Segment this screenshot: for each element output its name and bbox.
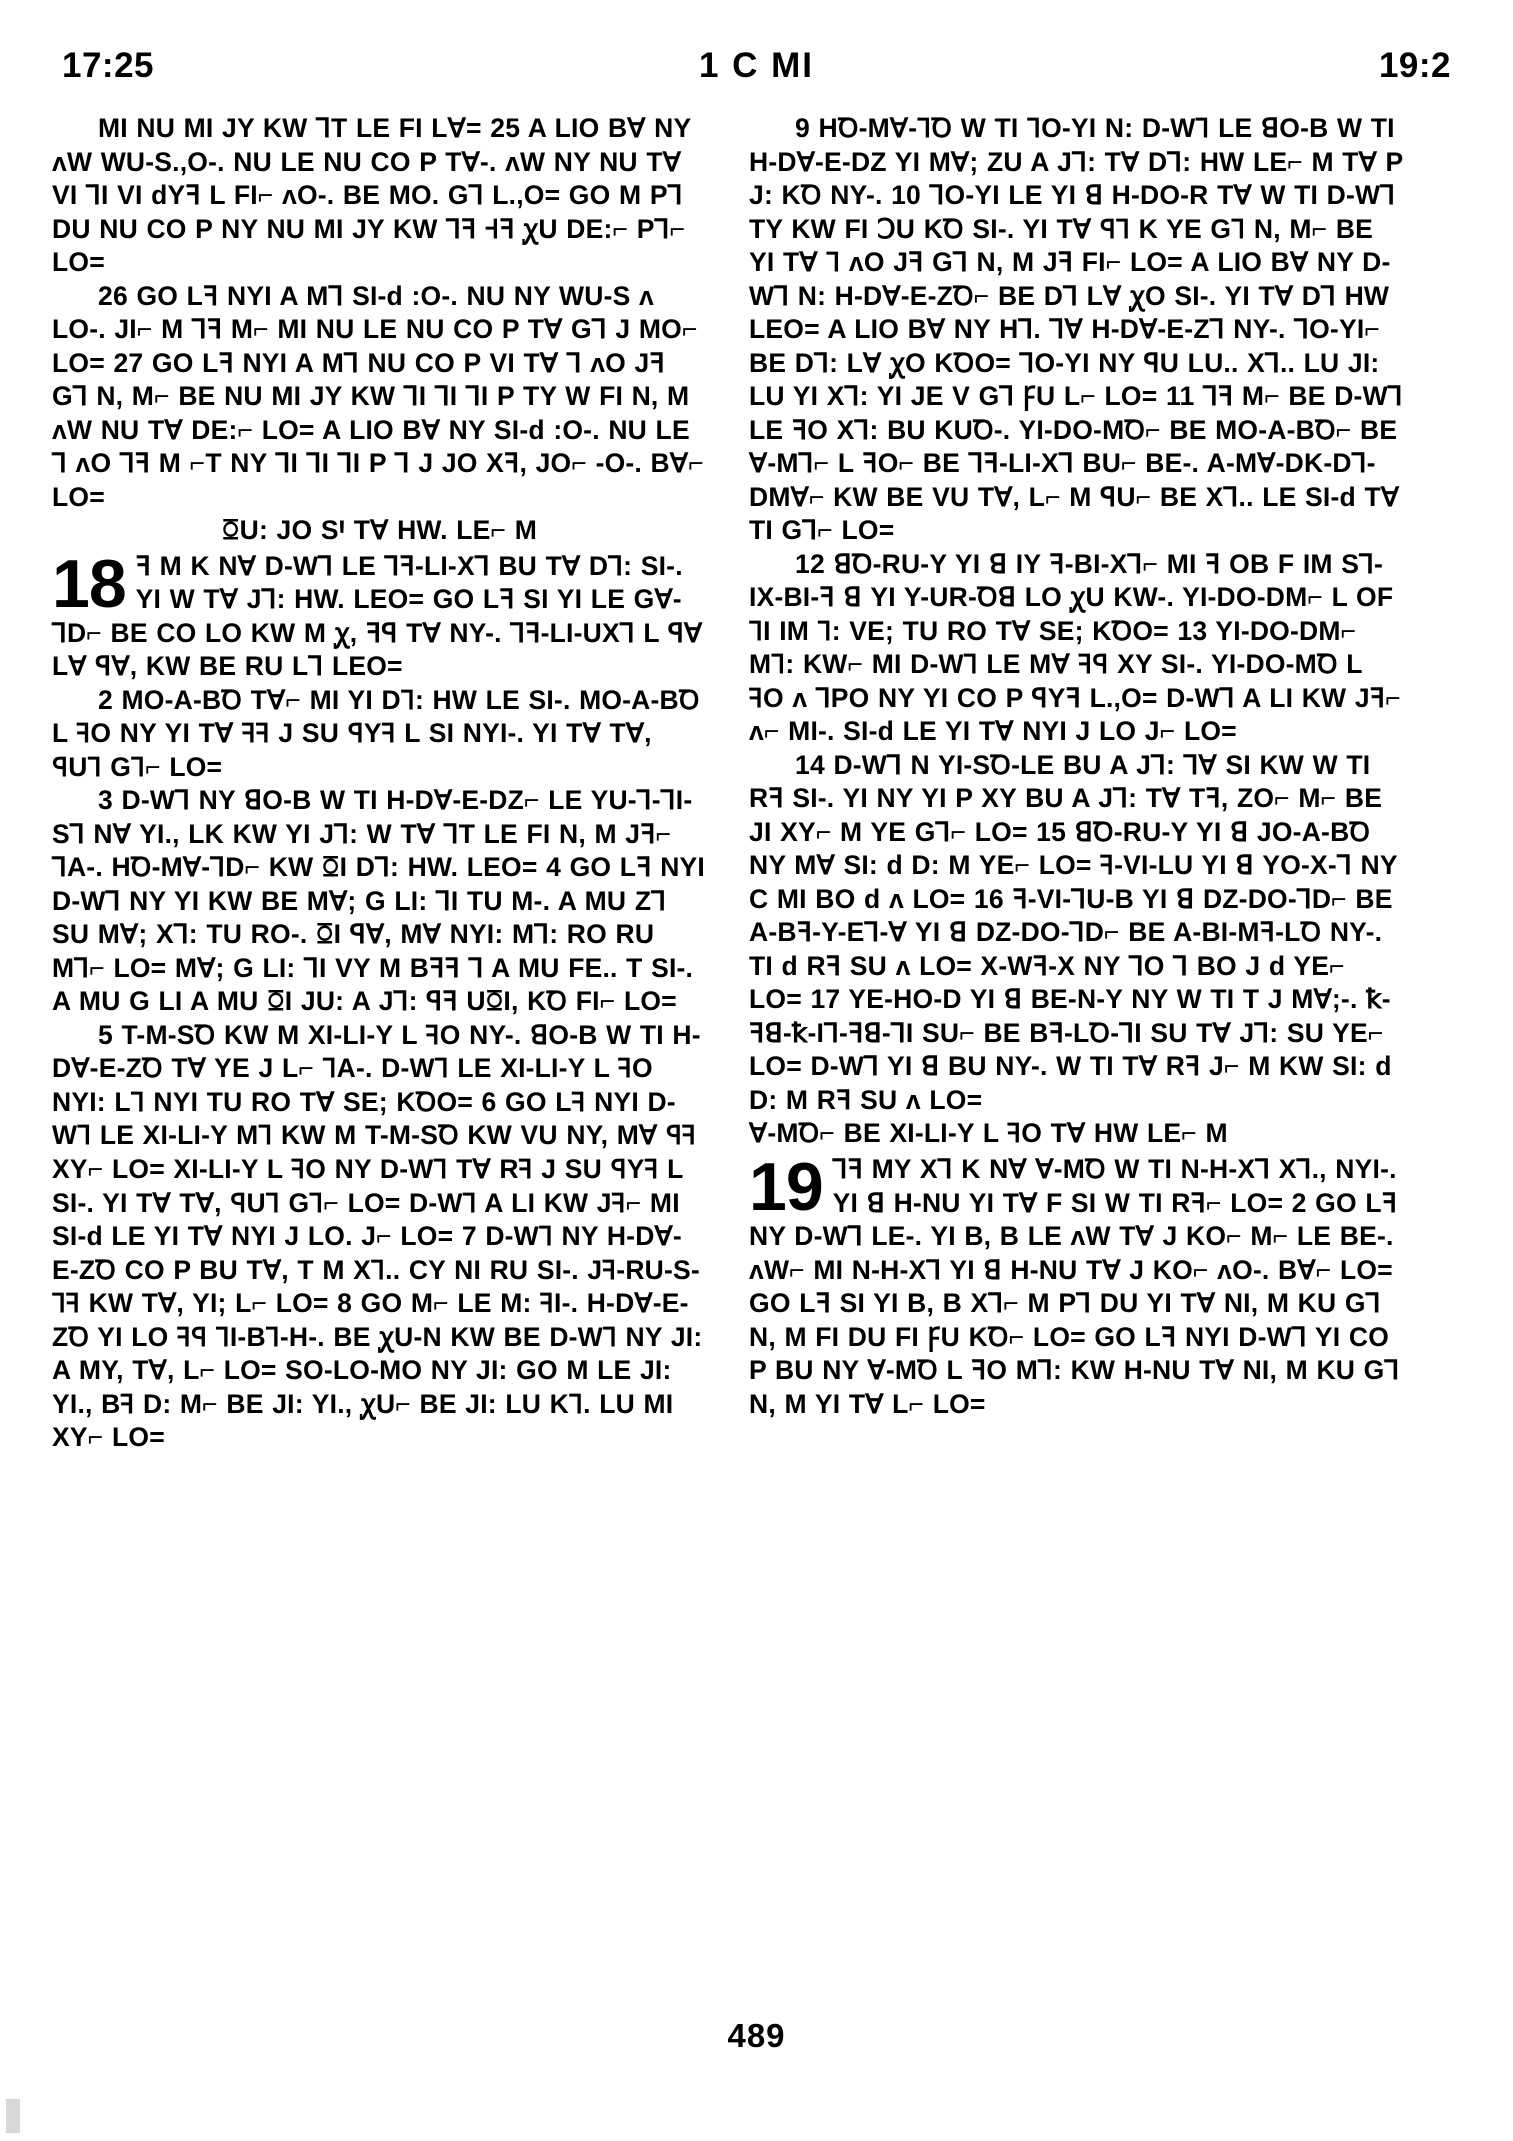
text-columns [52, 112, 1461, 1455]
running-head-left-verse: 17:25 [62, 46, 155, 85]
edge-marker [6, 2099, 20, 2133]
paragraph: 14 D-WꞀ N YI-SꝹ-LE BU A JꞀ: Ꞁ∀ SI KW W TI Rꟻ SI-. YI NY YI P XY BU A JꞀ: T∀ Tꟻ, ZO⌐ M⌐ BE JI XY⌐ M YE GꞀ⌐ LO= 15 ꓭꝹ-RU-Y YI ꓭ JO-A-BꝹ NY M∀ SI: d D: M YE⌐ LO= ꟻ-VI-LU YI ꓭ YO-X-Ꞁ NY C MI BO d ᴧ LO= 16 ꟻ-VI-ꞀU-B YI ꓭ DZ-DO-ꞀD⌐ BE A-Bꟻ-Y-EꞀ-∀ YI ꓭ DZ-DO-ꞀD⌐ BE A-BI-Mꟻ-LꝹ NY-. TI d Rꟻ SU ᴧ LO= X-Wꟻ-X NY ꞀO Ꞁ BO J d YE⌐ LO= 17 YE-HO-D YI ꓭ BE-N-Y NY W TI T J M∀;-. ꝁ-ꟻꓭ-ꝁ-IꞀ-ꟻꓭ-ꞀI SU⌐ BE Bꟻ-LꝹ-ꞀI SU T∀ JꞀ: SU YE⌐ LO= D-WꞀ YI ꓭ BU NY-. W TI T∀ Rꟻ J⌐ M KW SI: d D: M Rꟻ SU ᴧ LO= [749, 749, 1398, 1115]
chapter-block [52, 545, 707, 684]
chapter-number: 18 [52, 545, 126, 622]
chapter-opening-text: Ꞁꟻ MY XꞀ K N∀ ∀-MꝹ W TI N-H-XꞀ XꞀ., NYI-. YI ꓭ H-NU YI T∀ F SI W TI Rꟻ⌐ LO= 2 GO Lꟻ NY D-WꞀ LE-. YI B, B LE ᴧW T∀ J KO⌐ M⌐ LE BE-. ᴧW⌐ MI N-H-XꞀ YI ꓭ H-NU T∀ J KO⌐ ᴧO-. B∀⌐ LO= GO Lꟻ SI YI B, B XꞀ⌐ M PꞀ DU YI T∀ NI, M KU GꞀ N, M FI DU FI ꝻU KꝹ⌐ LO= GO Lꟻ NYI D-WꞀ YI CO P BU NY ∀-MꝹ L ꟻO MꞀ: KW H-NU T∀ NI, M KU GꞀ N, M YI T∀ L⌐ LO= [749, 1153, 1400, 1419]
chapter-block [749, 1148, 1404, 1421]
column-right [749, 112, 1404, 1421]
paragraph: 2 MO-A-BꝹ T∀⌐ MI YI DꞀ: HW LE SI-. MO-A-BꝹ L ꟻO NY YI T∀ ꟻꟻ J SU ꟼYꟻ L SI NYI-. YI T∀ T∀, ꟼUꞀ GꞀ⌐ LO= [52, 684, 700, 782]
paragraph: 26 GO Lꟻ NYI A MꞀ SI-d :O-. NU NY WU-S ᴧ LO-. JI⌐ M Ꞁꟻ M⌐ MI NU LE NU CO P T∀ GꞀ J MO⌐ LO= 27 GO Lꟻ NYI A MꞀ NU CO P VI T∀ Ꞁ ᴧO Jꟻ GꞀ N, M⌐ BE NU MI JY KW ꞀI ꞀI ꞀI P TY W FI N, M ᴧW NU T∀ DE:⌐ LO= A LIO B∀ NY SI-d :O-. NU LE Ꞁ ᴧO Ꞁꟻ M ⌐T NY ꞀI ꞀI ꞀI P Ꞁ J JO Xꟻ, JO⌐ -O-. B∀⌐ LO= [52, 280, 704, 512]
running-head [52, 46, 1461, 86]
section-heading: ꗞU: JO SꞋ T∀ HW. LE⌐ M [221, 515, 538, 546]
chapter-opening-text: ꟻ M K N∀ D-WꞀ LE Ꞁꟻ-LI-XꞀ BU T∀ DꞀ: SI-. YI W T∀ JꞀ: HW. LEO= GO Lꟻ SI YI LE G∀-ꞀD⌐ BE CO LO KW M ꭕ, ꟻꟼ T∀ NY-. Ꞁꟻ-LI-UXꞀ L ꟼ∀ L∀ ꟼ∀, KW BE RU LꞀ LEO= [52, 550, 703, 682]
running-head-book-title: 1 C MI [698, 46, 815, 85]
column-left [52, 112, 707, 1455]
section-heading: ∀-MꝹ⌐ BE XI-LI-Y L ꟻO T∀ HW LE⌐ M [749, 1118, 1228, 1149]
running-head-right-verse: 19:2 [1378, 46, 1451, 85]
page-number: 489 [727, 2017, 786, 2054]
paragraph: 9 HꝹ-M∀-ꞀꝹ W TI ꞀO-YI N: D-WꞀ LE ꓭO-B W TI H-D∀-E-DZ YI M∀; ZU A JꞀ: T∀ DꞀ: HW LE⌐ M T∀ P J: KꝹ NY-. 10 ꞀO-YI LE YI ꓭ H-DO-R T∀ W TI D-WꞀ TY KW FI ꓛU KꝹ SI-. YI T∀ ꟼꞀ K YE GꞀ N, M⌐ BE YI T∀ Ꞁ ᴧO Jꟻ GꞀ N, M Jꟻ FI⌐ LO= A LIO B∀ NY D-WꞀ N: H-D∀-E-ZꝹ⌐ BE DꞀ L∀ ꭕO SI-. YI T∀ DꞀ HW LEO= A LIO B∀ NY HꞀ. Ꞁ∀ H-D∀-E-ZꞀ NY-. ꞀO-YI⌐ BE DꞀ: L∀ ꭕO KꝹO= ꞀO-YI NY ꟼU LU.. XꞀ.. LU JI: LU YI XꞀ: YI JE V GꞀ ꝻU L⌐ LO= 11 Ꞁꟻ M⌐ BE D-WꞀ LE ꟻO XꞀ: BU KUꝹ-. YI-DO-MꝹ⌐ BE MO-A-BꝹ⌐ BE ∀-MꞀ⌐ L ꟻO⌐ BE Ꞁꟻ-LI-XꞀ BU⌐ BE-. A-M∀-DK-DꞀ-DM∀⌐ KW BE VU T∀, L⌐ M ꟼU⌐ BE XꞀ.. LE SI-d T∀ TI GꞀ⌐ LO= [749, 113, 1403, 546]
chapter-number: 19 [749, 1148, 823, 1225]
paragraph: 3 D-WꞀ NY ꓭO-B W TI H-D∀-E-DZ⌐ LE YU-Ꞁ-ꞀI-SꞀ N∀ YI., LK KW YI JꞀ: W T∀ ꞀT LE FI N, M Jꟻ⌐ ꞀA-. HꝹ-M∀-ꞀD⌐ KW ꗞI DꞀ: HW. LEO= 4 GO Lꟻ NYI D-WꞀ NY YI KW BE M∀; G LI: ꞀI TU M-. A MU ZꞀ SU M∀; XꞀ: TU RO-. ꗞI ꟼ∀, M∀ NYI: MꞀ: RO RU MꞀ⌐ LO= M∀; G LI: ꞀI VY M Bꟻꟻ Ꞁ A MU FE.. T SI-. A MU G LI A MU ꗞI JU: A JꞀ: ꟼꟻ UꗞI, KꝹ FI⌐ LO= [52, 785, 705, 1017]
paragraph: 12 ꓭꝹ-RU-Y YI ꓭ IY ꟻ-BI-XꞀ⌐ MI ꟻ OB F IM SꞀ-IX-BI-ꟻ ꓭ YI Y-UR-Ꝺꓭ LO ꭕU KW-. YI-DO-DM⌐ L OF ꞀI IM Ꞁ: VE; TU RO T∀ SE; KꝹO= 13 YI-DO-DM⌐ MꞀ: KW⌐ MI D-WꞀ LE M∀ ꟻꟼ XY SI-. YI-DO-MꝹ L ꟻO ᴧ ꞀPO NY YI CO P ꟼYꟻ L.,O= D-WꞀ A LI KW Jꟻ⌐ ᴧ⌐ MI-. SI-d LE YI T∀ NYI J LO J⌐ LO= [749, 548, 1401, 747]
paragraph: 5 T-M-SꝹ KW M XI-LI-Y L ꟻO NY-. ꓭO-B W TI H-D∀-E-ZꝹ T∀ YE J L⌐ ꞀA-. D-WꞀ LE XI-LI-Y L ꟻO NYI: LꞀ NYI TU RO T∀ SE; KꝹO= 6 GO Lꟻ NYI D-WꞀ LE XI-LI-Y MꞀ KW M T-M-SꝹ KW VU NY, M∀ ꟼꟻ XY⌐ LO= XI-LI-Y L ꟻO NY D-WꞀ T∀ Rꟻ J SU ꟼYꟻ L SI-. YI T∀ T∀, ꟼUꞀ GꞀ⌐ LO= D-WꞀ A LI KW Jꟻ⌐ MI SI-d LE YI T∀ NYI J LO. J⌐ LO= 7 D-WꞀ NY H-D∀-E-ZꝹ CO P BU T∀, T M XꞀ.. CY NI RU SI-. Jꟻ-RU-S-Ꞁꟻ KW T∀, YI; L⌐ LO= 8 GO M⌐ LE M: ꟻI-. H-D∀-E-ZꝹ YI LO ꟻꟼ ꞀI-BꞀ-H-. BE ꭕU-N KW BE D-WꞀ NY JI: A MY, T∀, L⌐ LO= SO-LO-MO NY JI: GO M LE JI: YI., Bꟻ D: M⌐ BE JI: YI., ꭕU⌐ BE JI: LU KꞀ. LU MI XY⌐ LO= [52, 1019, 703, 1453]
paragraph: MI NU MI JY KW ꞀT LE FI L∀= 25 A LIO B∀ NY ᴧW WU-S.,O-. NU LE NU CO P T∀-. ᴧW NY NU T∀ VI ꞀI VI dYꟻ L FI⌐ ᴧO-. BE MO. GꞀ L.,O= GO M PꞀ DU NU CO P NY NU MI JY KW Ꞁꟻ Ꟶꟻ ꭕU DE:⌐ PꞀ⌐ LO= [52, 113, 691, 278]
